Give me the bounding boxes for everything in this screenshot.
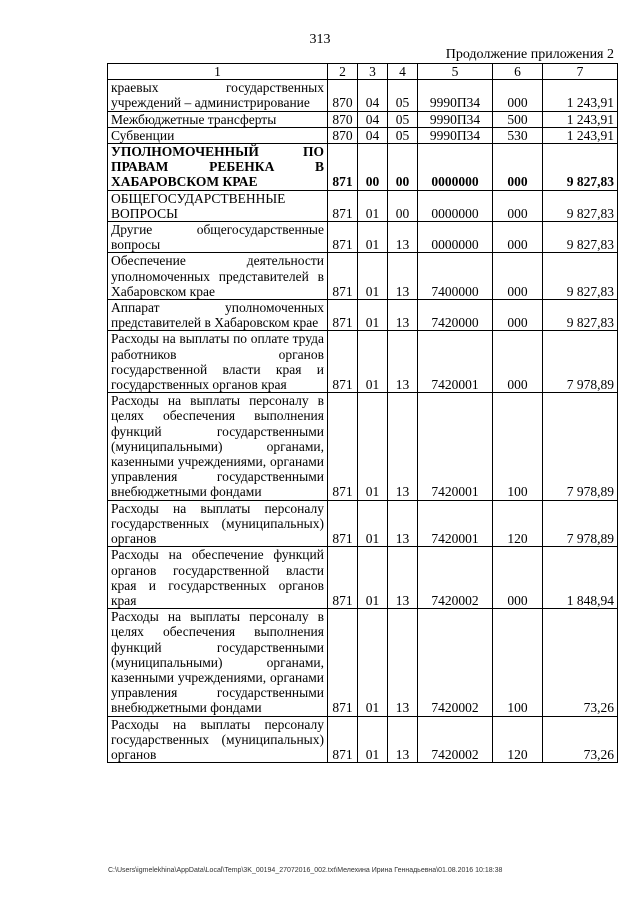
expense-type-cell: 000 [493, 190, 543, 221]
subsection-cell: 13 [388, 300, 418, 331]
target-article-cell: 7420002 [418, 547, 493, 609]
amount-cell: 73,26 [543, 716, 618, 763]
column-header: 2 [328, 64, 358, 80]
expense-type-cell: 120 [493, 500, 543, 547]
amount-cell: 1 243,91 [543, 127, 618, 143]
expense-type-cell: 000 [493, 300, 543, 331]
expense-type-cell: 000 [493, 547, 543, 609]
subsection-cell: 13 [388, 222, 418, 253]
target-article-cell: 7420001 [418, 331, 493, 393]
subsection-cell: 13 [388, 716, 418, 763]
amount-cell: 73,26 [543, 609, 618, 716]
footer-file-path: C:\Users\igmelekhina\AppData\Local\Temp\3K_00194_27072016_002.txt\Мелехина Ирина Геннадьевна\01.08.2016 10:18:38 [108, 867, 503, 874]
ved-cell: 871 [328, 300, 358, 331]
section-cell: 01 [358, 331, 388, 393]
section-cell: 04 [358, 127, 388, 143]
row-name-cell: Расходы на обеспечение функций органов государственной власти края и государственных органов края [108, 547, 328, 609]
expense-type-cell: 000 [493, 80, 543, 111]
subsection-cell: 13 [388, 253, 418, 300]
row-name-cell: Расходы на выплаты персоналу в целях обеспечения выполнения функций государственными (муниципальными) органами, казенными учреждениями, органами управления государственными внебюджетными фондами [108, 609, 328, 716]
ved-cell: 871 [328, 331, 358, 393]
target-article-cell: 7420001 [418, 393, 493, 500]
table-row [108, 331, 618, 393]
target-article-cell: 0000000 [418, 190, 493, 221]
ved-cell: 871 [328, 190, 358, 221]
section-cell: 01 [358, 300, 388, 331]
amount-cell: 1 243,91 [543, 111, 618, 127]
section-cell: 01 [358, 190, 388, 221]
table-row [108, 144, 618, 191]
target-article-cell: 7420002 [418, 609, 493, 716]
ved-cell: 871 [328, 500, 358, 547]
table-row [108, 300, 618, 331]
row-name-cell: УПОЛНОМОЧЕННЫЙ ПО ПРАВАМ РЕБЕНКА В ХАБАРОВСКОМ КРАЕ [108, 144, 328, 191]
section-cell: 01 [358, 716, 388, 763]
section-cell: 01 [358, 253, 388, 300]
section-cell: 01 [358, 393, 388, 500]
amount-cell: 9 827,83 [543, 190, 618, 221]
subsection-cell: 05 [388, 111, 418, 127]
row-name-cell: Другие общегосударственные вопросы [108, 222, 328, 253]
amount-cell: 1 848,94 [543, 547, 618, 609]
subsection-cell: 13 [388, 609, 418, 716]
expense-type-cell: 530 [493, 127, 543, 143]
expense-type-cell: 000 [493, 222, 543, 253]
target-article-cell: 0000000 [418, 144, 493, 191]
amount-cell: 7 978,89 [543, 393, 618, 500]
table-row [108, 80, 618, 111]
row-name-cell: краевых государственных учреждений – администрирование [108, 80, 328, 111]
table-row [108, 500, 618, 547]
ved-cell: 871 [328, 144, 358, 191]
row-name-cell: Расходы на выплаты персоналу государственных (муниципальных) органов [108, 500, 328, 547]
budget-table [107, 63, 618, 763]
table-row [108, 190, 618, 221]
target-article-cell: 7420002 [418, 716, 493, 763]
amount-cell: 1 243,91 [543, 80, 618, 111]
target-article-cell: 9990П34 [418, 127, 493, 143]
section-cell: 01 [358, 222, 388, 253]
amount-cell: 9 827,83 [543, 300, 618, 331]
row-name-cell: Расходы на выплаты персоналу в целях обеспечения выполнения функций государственными (муниципальными) органами, казенными учреждениями, органами управления государственными внебюджетными фондами [108, 393, 328, 500]
table-body [108, 80, 618, 763]
amount-cell: 9 827,83 [543, 253, 618, 300]
ved-cell: 871 [328, 222, 358, 253]
section-cell: 01 [358, 500, 388, 547]
ved-cell: 871 [328, 393, 358, 500]
subsection-cell: 00 [388, 190, 418, 221]
ved-cell: 871 [328, 253, 358, 300]
table-row [108, 609, 618, 716]
section-cell: 00 [358, 144, 388, 191]
ved-cell: 870 [328, 111, 358, 127]
table-row [108, 127, 618, 143]
target-article-cell: 7400000 [418, 253, 493, 300]
ved-cell: 871 [328, 609, 358, 716]
amount-cell: 7 978,89 [543, 500, 618, 547]
table-row [108, 547, 618, 609]
target-article-cell: 7420001 [418, 500, 493, 547]
section-cell: 04 [358, 80, 388, 111]
ved-cell: 870 [328, 127, 358, 143]
continuation-label: Продолжение приложения 2 [445, 47, 614, 62]
section-cell: 01 [358, 547, 388, 609]
expense-type-cell: 000 [493, 253, 543, 300]
table-header-row [108, 64, 618, 80]
table-row [108, 393, 618, 500]
expense-type-cell: 000 [493, 331, 543, 393]
section-cell: 04 [358, 111, 388, 127]
subsection-cell: 13 [388, 500, 418, 547]
amount-cell: 9 827,83 [543, 222, 618, 253]
expense-type-cell: 000 [493, 144, 543, 191]
subsection-cell: 13 [388, 331, 418, 393]
target-article-cell: 0000000 [418, 222, 493, 253]
ved-cell: 871 [328, 716, 358, 763]
row-name-cell: Обеспечение деятельности уполномоченных представителей в Хабаровском крае [108, 253, 328, 300]
expense-type-cell: 120 [493, 716, 543, 763]
page-number: 313 [309, 32, 331, 47]
expense-type-cell: 500 [493, 111, 543, 127]
section-cell: 01 [358, 609, 388, 716]
ved-cell: 871 [328, 547, 358, 609]
row-name-cell: Аппарат уполномоченных представителей в Хабаровском крае [108, 300, 328, 331]
row-name-cell: ОБЩЕГОСУДАРСТВЕННЫЕ ВОПРОСЫ [108, 190, 328, 221]
table-row [108, 253, 618, 300]
target-article-cell: 9990П34 [418, 80, 493, 111]
row-name-cell: Субвенции [108, 127, 328, 143]
column-header: 7 [543, 64, 618, 80]
subsection-cell: 05 [388, 127, 418, 143]
amount-cell: 7 978,89 [543, 331, 618, 393]
column-header: 5 [418, 64, 493, 80]
column-header: 1 [108, 64, 328, 80]
table-row [108, 111, 618, 127]
subsection-cell: 05 [388, 80, 418, 111]
expense-type-cell: 100 [493, 393, 543, 500]
row-name-cell: Межбюджетные трансферты [108, 111, 328, 127]
expense-type-cell: 100 [493, 609, 543, 716]
column-header: 3 [358, 64, 388, 80]
amount-cell: 9 827,83 [543, 144, 618, 191]
target-article-cell: 9990П34 [418, 111, 493, 127]
target-article-cell: 7420000 [418, 300, 493, 331]
subsection-cell: 13 [388, 393, 418, 500]
row-name-cell: Расходы на выплаты персоналу государственных (муниципальных) органов [108, 716, 328, 763]
ved-cell: 870 [328, 80, 358, 111]
subsection-cell: 00 [388, 144, 418, 191]
table-row [108, 222, 618, 253]
subsection-cell: 13 [388, 547, 418, 609]
column-header: 6 [493, 64, 543, 80]
column-header: 4 [388, 64, 418, 80]
row-name-cell: Расходы на выплаты по оплате труда работников органов государственной власти края и государственных органов края [108, 331, 328, 393]
table-row [108, 716, 618, 763]
